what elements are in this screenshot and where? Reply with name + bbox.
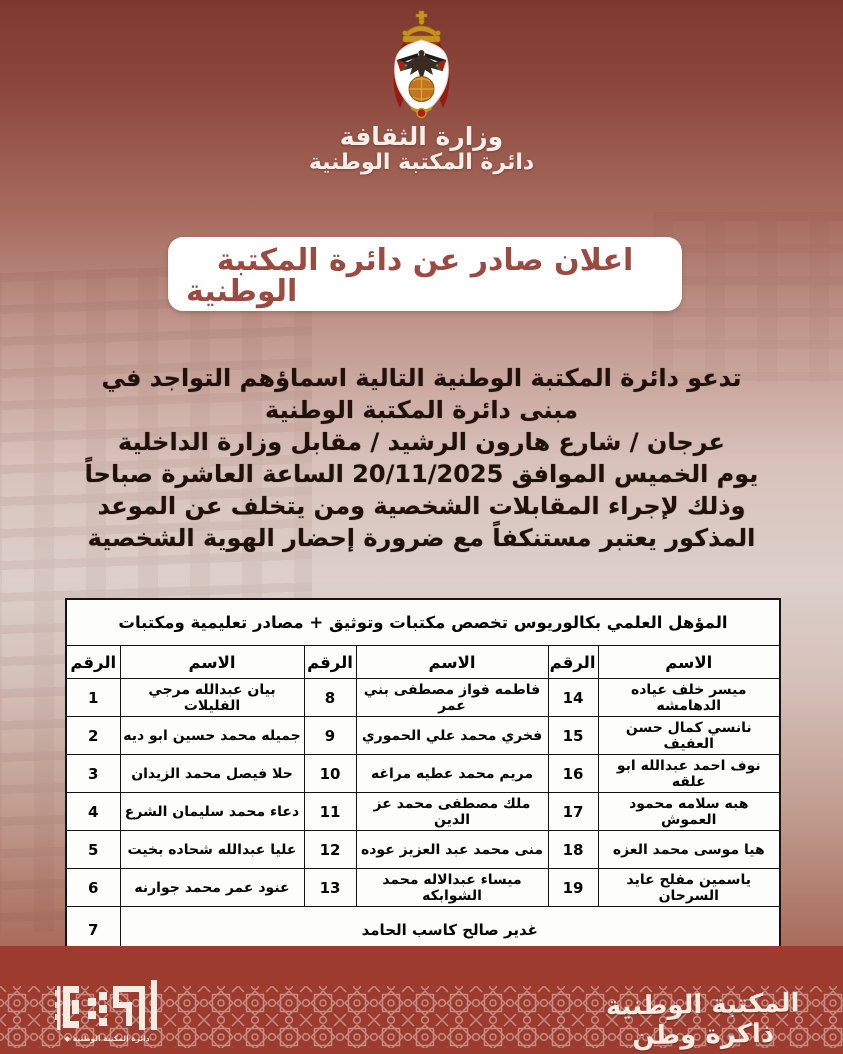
roster-number: 4 [66, 793, 120, 831]
roster-number: 14 [548, 679, 598, 717]
roster-number: 19 [548, 869, 598, 907]
department-title: دائرة المكتبة الوطنية [308, 150, 535, 175]
roster-name: غدير صالح كاسب الحامد [120, 907, 780, 955]
roster-number: 5 [66, 831, 120, 869]
roster-table [65, 598, 781, 955]
logo-caption: دائرة المكتبة الوطنية ◆ [64, 1034, 150, 1043]
roster-name: جميله محمد حسين ابو ديه [120, 717, 304, 755]
table-row [66, 831, 780, 869]
roster-number: 17 [548, 793, 598, 831]
roster-number: 10 [304, 755, 356, 793]
roster-number: 1 [66, 679, 120, 717]
footer-slogan: المكتبة الوطنية ذاكرة وطن [605, 988, 800, 1052]
roster-name: حلا فيصل محمد الزيدان [120, 755, 304, 793]
roster-number: 15 [548, 717, 598, 755]
roster-number: 13 [304, 869, 356, 907]
roster-name: عنود عمر محمد جوارنه [120, 869, 304, 907]
roster-name: ياسمين مفلح عايد السرحان [598, 869, 780, 907]
body-line: عرجان / شارع هارون الرشيد / مقابل وزارة الداخلية [118, 428, 725, 456]
roster-number: 2 [66, 717, 120, 755]
roster-number: 8 [304, 679, 356, 717]
body-line: تدعو دائرة المكتبة الوطنية التالية اسماؤهم التواجد في [101, 364, 742, 392]
roster-name: بيان عبدالله مرجي الفليلات [120, 679, 304, 717]
column-header-number: الرقم [66, 646, 120, 679]
roster-name: نانسي كمال حسن العفيف [598, 717, 780, 755]
body-line: مبنى دائرة المكتبة الوطنية [265, 396, 578, 424]
roster-name: نوف احمد عبدالله ابو علقه [598, 755, 780, 793]
table-row [66, 793, 780, 831]
roster-name: فخري محمد علي الحموري [356, 717, 548, 755]
ministry-title: وزارة الثقافة [339, 122, 504, 151]
roster-number: 16 [548, 755, 598, 793]
table-header-row [66, 646, 780, 679]
jordan-coat-of-arms-icon [374, 10, 469, 120]
banner-text-line2: الوطنية [186, 274, 298, 309]
roster-table-body [66, 599, 780, 954]
roster-name: مريم محمد عطيه مراغه [356, 755, 548, 793]
roster-number: 6 [66, 869, 120, 907]
banner-text-line1: اعلان صادر عن دائرة المكتبة [216, 243, 634, 278]
roster-number: 12 [304, 831, 356, 869]
column-header-name: الاسم [356, 646, 548, 679]
column-header-name: الاسم [598, 646, 780, 679]
table-row [66, 869, 780, 907]
roster-number: 18 [548, 831, 598, 869]
roster-name: هيا موسى محمد العزه [598, 831, 780, 869]
footer-band [0, 946, 843, 1054]
roster-name: منى محمد عبد العزيز عوده [356, 831, 548, 869]
column-header-number: الرقم [304, 646, 356, 679]
table-row [66, 679, 780, 717]
body-line: وذلك لإجراء المقابلات الشخصية ومن يتخلف عن الموعد [97, 492, 746, 520]
roster-name: ملك مصطفى محمد عز الدين [356, 793, 548, 831]
roster-number: 3 [66, 755, 120, 793]
roster-name: ميساء عبدالاله محمد الشوابكه [356, 869, 548, 907]
roster-name: دعاء محمد سليمان الشرع [120, 793, 304, 831]
body-line: المذكور يعتبر مستنكفاً مع ضرورة إحضار الهوية الشخصية [87, 524, 756, 552]
national-library-kufic-logo [55, 980, 159, 1034]
roster-number: 11 [304, 793, 356, 831]
roster-name: عليا عبدالله شحاده بخيت [120, 831, 304, 869]
announcement-banner [168, 237, 682, 311]
body-line: يوم الخميس الموافق 20/11/2025 الساعة العاشرة صباحاً [84, 460, 759, 488]
roster-name: فاطمه فواز مصطفى بني عمر [356, 679, 548, 717]
roster-number: 9 [304, 717, 356, 755]
table-title-row [66, 599, 780, 646]
announcement-body [40, 362, 803, 554]
table-row [66, 755, 780, 793]
table-title: المؤهل العلمي بكالوريوس تخصص مكتبات وتوثيق + مصادر تعليمية ومكتبات [66, 599, 780, 646]
roster-number: 7 [66, 907, 120, 955]
table-row [66, 717, 780, 755]
column-header-name: الاسم [120, 646, 304, 679]
column-header-number: الرقم [548, 646, 598, 679]
roster-name: هبه سلامه محمود العموش [598, 793, 780, 831]
roster-name: ميسر خلف عياده الدهامشه [598, 679, 780, 717]
